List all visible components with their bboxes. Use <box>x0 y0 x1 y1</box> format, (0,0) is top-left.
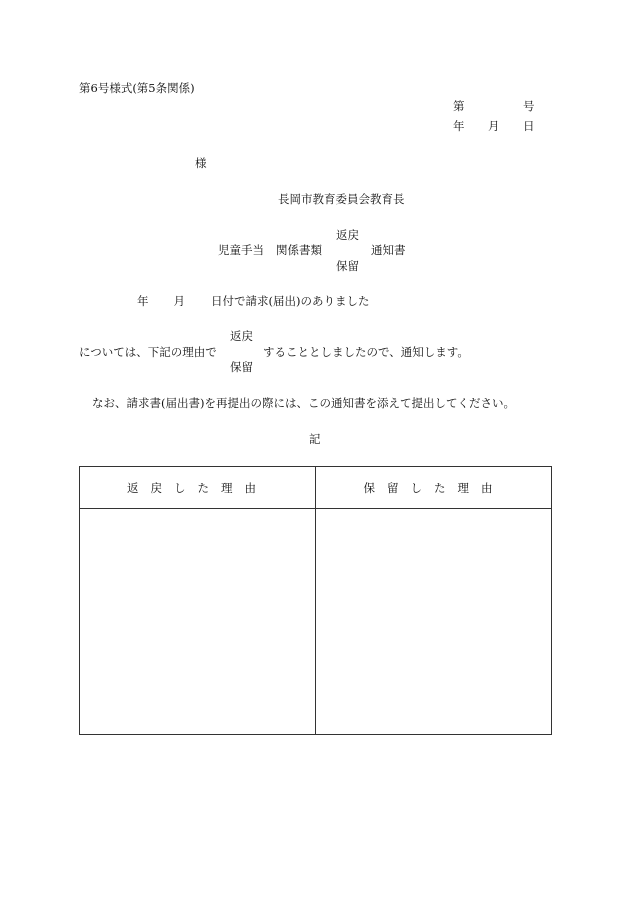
reason-option-hold: 保留 <box>230 360 253 374</box>
reason-table <box>79 466 552 735</box>
form-title: 第6号様式(第5条関係) <box>79 81 195 95</box>
resubmission-note: なお、請求書(届出書)を再提出の際には、この通知書を添えて提出してください。 <box>92 396 515 410</box>
reason-lead-text: については、下記の理由で <box>79 345 217 359</box>
subject-notice: 通知書 <box>371 243 406 257</box>
addressee-suffix: 様 <box>195 156 207 170</box>
date-month-label: 月 <box>488 119 500 133</box>
ki-heading: 記 <box>309 432 321 446</box>
request-rest-text: 日付で請求(届出)のありました <box>211 294 370 308</box>
reason-option-return: 返戻 <box>230 329 253 343</box>
request-year-label: 年 <box>137 294 149 308</box>
hold-reason-header: 保留した理由 <box>363 480 505 495</box>
subject-documents: 関係書類 <box>276 243 322 257</box>
hold-reason-cell[interactable] <box>316 509 551 734</box>
date-day-label: 日 <box>523 119 535 133</box>
issuer-name: 長岡市教育委員会教育長 <box>278 192 405 206</box>
subject-line <box>218 245 322 257</box>
return-reason-header: 返戻した理由 <box>127 480 268 495</box>
document-number-prefix: 第 <box>453 99 465 113</box>
reason-tail-text: することとしましたので、通知します。 <box>263 345 469 359</box>
request-month-label: 月 <box>173 294 185 308</box>
date-year-label: 年 <box>453 119 465 133</box>
document-number-suffix: 号 <box>523 99 535 113</box>
subject-option-return: 返戻 <box>336 228 359 242</box>
return-reason-cell[interactable] <box>80 509 315 734</box>
subject-allowance: 児童手当 <box>218 243 264 257</box>
request-date-line <box>137 296 369 308</box>
subject-option-hold: 保留 <box>336 259 359 273</box>
